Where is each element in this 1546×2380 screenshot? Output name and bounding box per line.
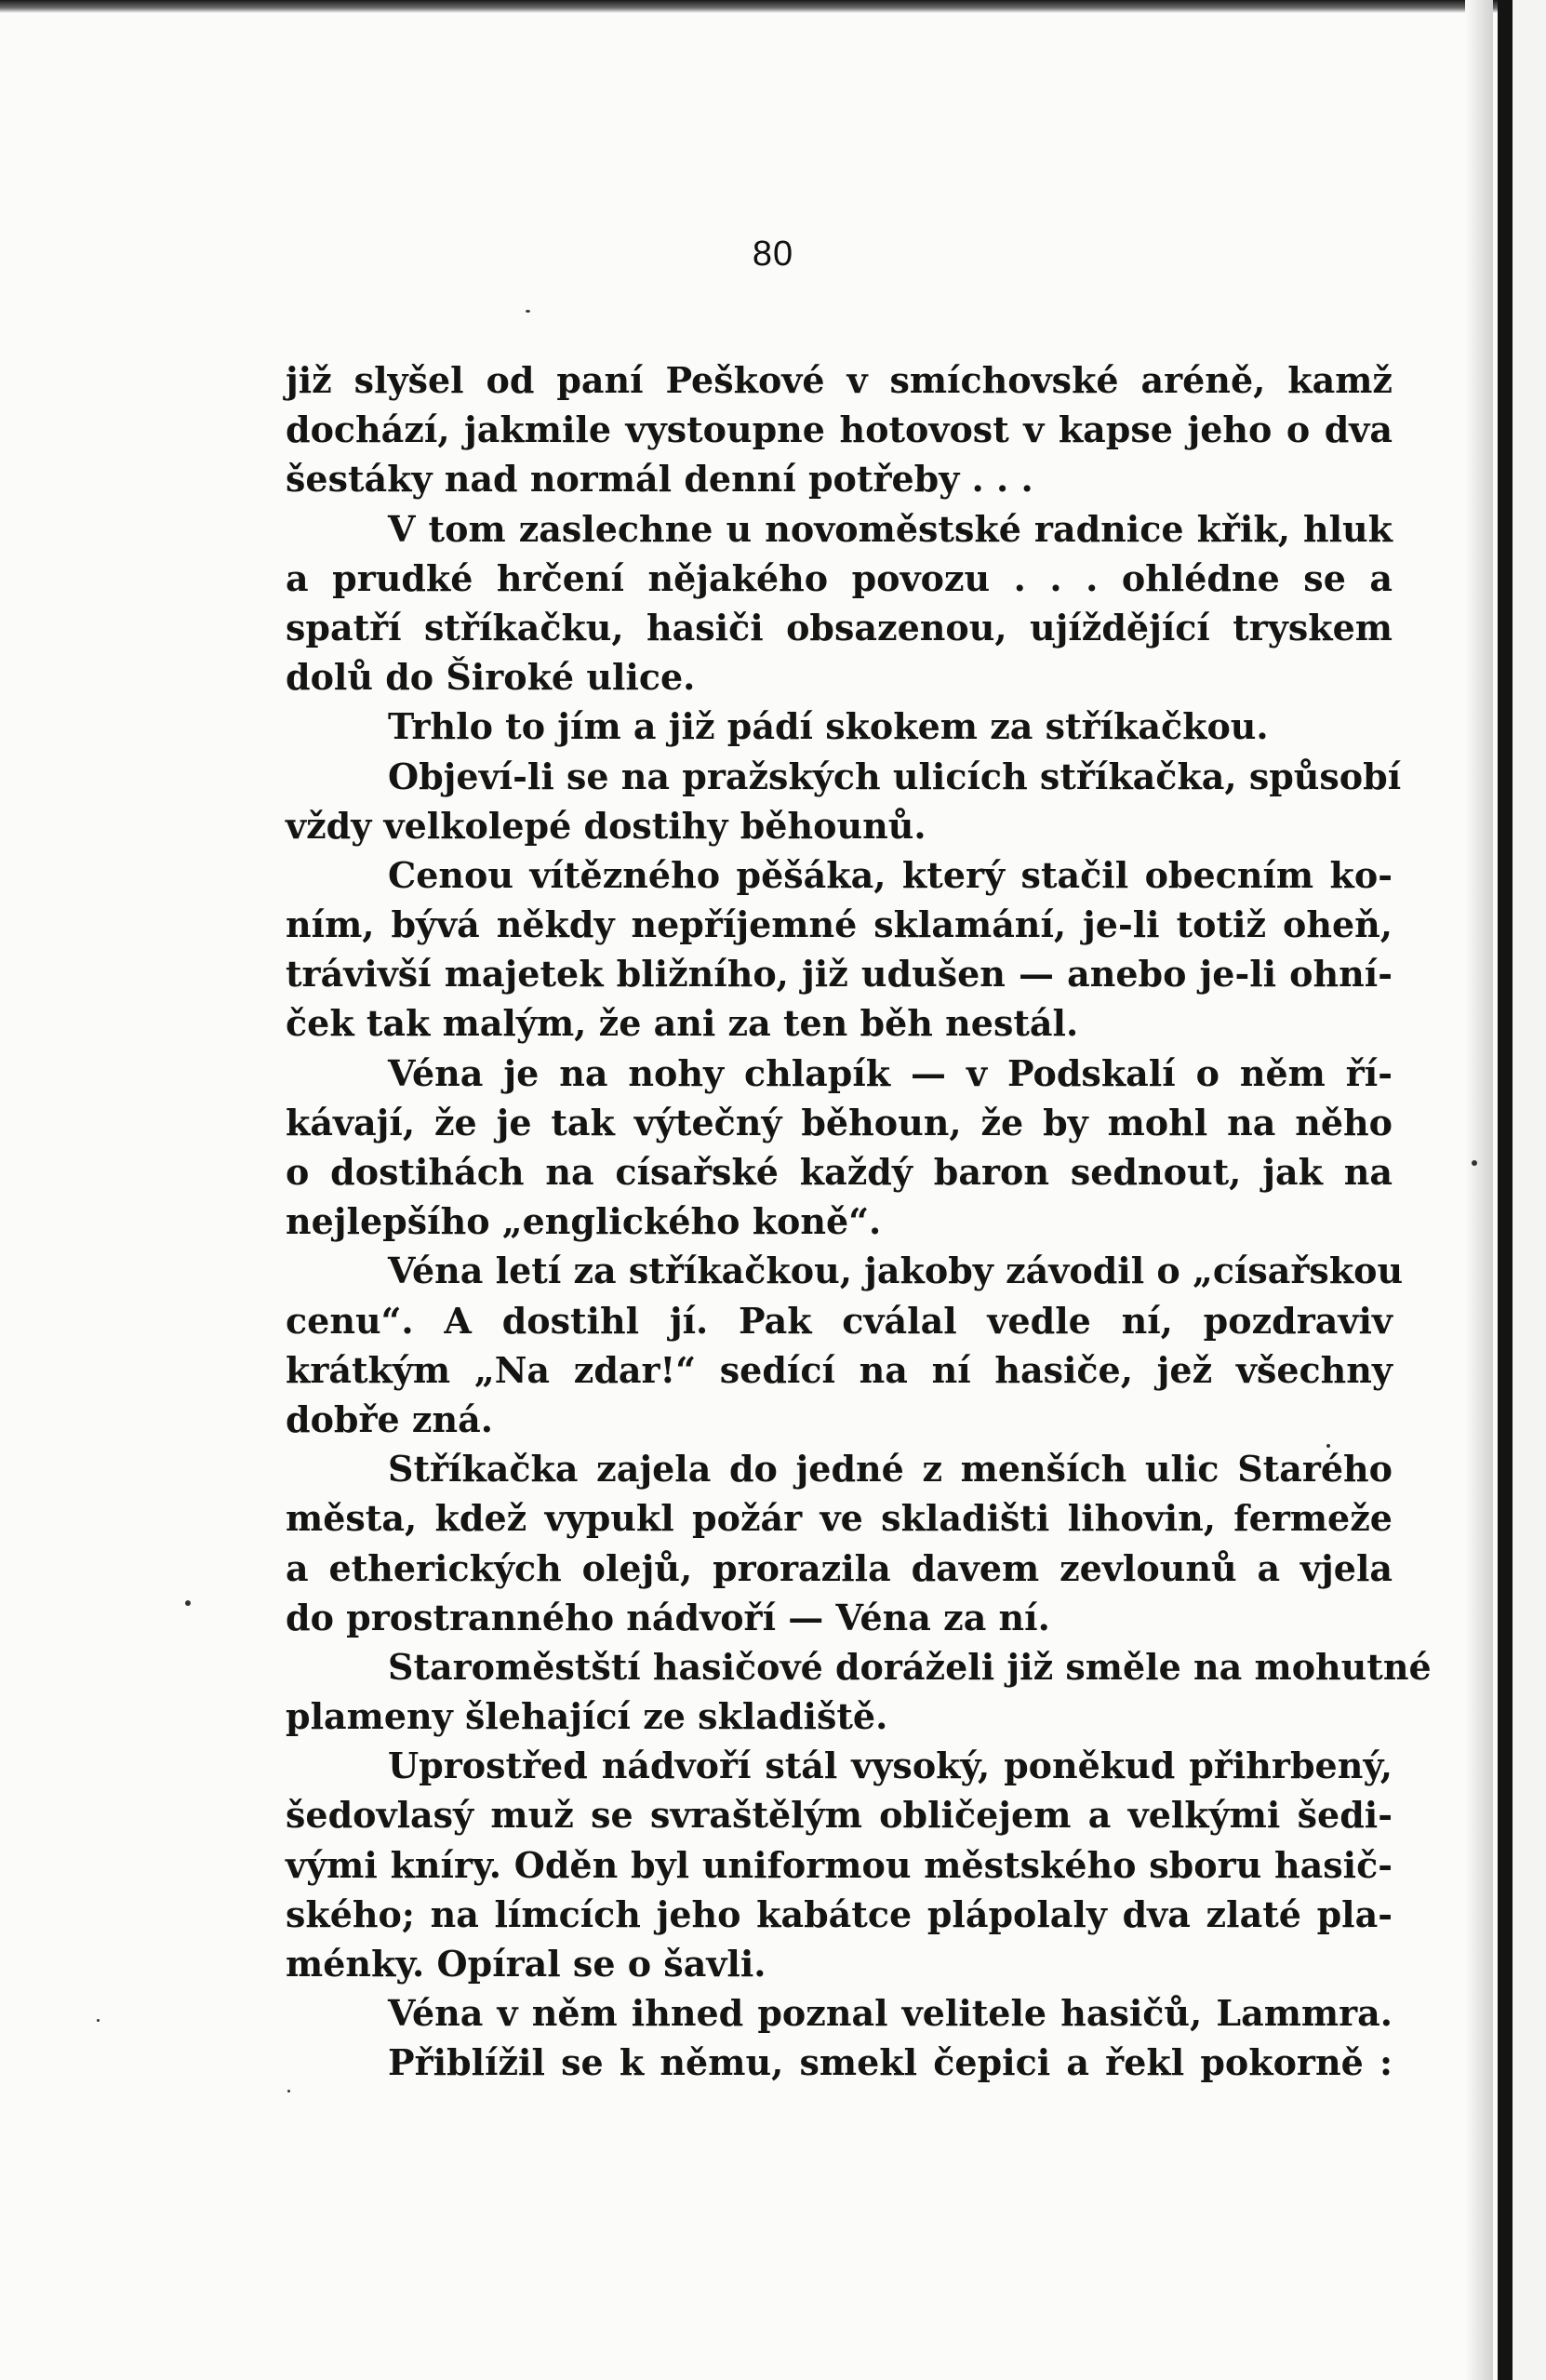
text-line: vými kníry. Oděn byl uniformou městského sboru hasič-: [286, 1843, 1393, 1886]
body-text: [286, 355, 1432, 2088]
text-line: V tom zaslechne u novoměstské radnice křik, hluk: [388, 507, 1393, 550]
speck-mark: [97, 2019, 100, 2022]
text-line: ním, bývá někdy nepříjemné sklamání, je-li totiž oheň,: [286, 903, 1393, 946]
text-line: Véna v něm ihned poznal velitele hasičů, Lammra.: [388, 1992, 1393, 2035]
text-line: kávají, že je tak výtečný běhoun, že by mohl na něho: [286, 1101, 1393, 1143]
speck-mark: [1472, 1160, 1477, 1166]
text-line: spatří stříkačku, hasiči obsazenou, ujíždějící tryskem: [286, 606, 1393, 648]
speck-mark: [185, 1600, 191, 1606]
text-line: do prostranného nádvoří — Véna za ní.: [286, 1596, 1050, 1638]
text-line: krátkým „Na zdar!“ sedící na ní hasiče, jež všechny: [286, 1348, 1393, 1391]
text-line: a prudké hrčení nějakého povozu . . . ohlédne se a: [286, 556, 1393, 599]
speck-mark: [1326, 1444, 1330, 1448]
text-line: Véna letí za stříkačkou, jakoby závodil o „císařskou: [388, 1250, 1404, 1292]
page-number: 80: [752, 234, 794, 274]
text-line: ménky. Opíral se o šavli.: [286, 1943, 766, 1985]
text-line: dobře zná.: [286, 1397, 493, 1440]
text-line: šestáky nad normál denní potřeby . . .: [286, 458, 1033, 501]
page-top-edge: [0, 0, 1546, 13]
text-line: Staroměstští hasičové doráželi již směle na mohutné: [388, 1645, 1432, 1688]
text-line: vždy velkolepé dostihy běhounů.: [286, 804, 926, 847]
next-page-edge: [1513, 0, 1546, 2380]
spine-edge: [1498, 0, 1513, 2380]
text-line: Trhlo to jím a již pádí skokem za stříkačkou.: [388, 705, 1269, 748]
text-line: šedovlasý muž se svraštělým obličejem a velkými šedi-: [286, 1794, 1393, 1837]
spine-shadow: [1465, 0, 1493, 2380]
text-line: Uprostřed nádvoří stál vysoký, poněkud přihrbený,: [388, 1745, 1393, 1787]
text-line: již slyšel od paní Peškové v smíchovské aréně, kamž: [286, 359, 1393, 401]
text-line: cenu“. A dostihl jí. Pak cválal vedle ní, pozdraviv: [286, 1299, 1393, 1342]
text-line: Přiblížil se k němu, smekl čepici a řekl pokorně :: [388, 2041, 1393, 2084]
text-line: města, kdež vypukl požár ve skladišti lihovin, fermeže: [286, 1497, 1393, 1540]
speck-mark: [526, 310, 530, 313]
text-line: ček tak malým, že ani za ten běh nestál.: [286, 1002, 1079, 1045]
text-line: Objeví-li se na pražských ulicích stříkačka, spůsobí: [388, 755, 1402, 797]
text-line: trávivší majetek bližního, již udušen — anebo je-li ohní-: [286, 953, 1393, 996]
text-line: Stříkačka zajela do jedné z menších ulic Starého: [388, 1448, 1393, 1491]
speck-mark: [287, 2090, 290, 2093]
text-line: ského; na límcích jeho kabátce plápolaly dva zlaté pla-: [286, 1892, 1393, 1935]
text-line: plameny šlehající ze skladiště.: [286, 1695, 888, 1738]
text-line: a etherických olejů, prorazila davem zevlounů a vjela: [286, 1546, 1393, 1589]
text-line: nejlepšího „englického koně“.: [286, 1200, 882, 1243]
text-line: dolů do Široké ulice.: [286, 656, 696, 699]
text-line: Véna je na nohy chlapík — v Podskalí o něm ří-: [388, 1051, 1393, 1094]
text-line: o dostihách na císařské každý baron sednout, jak na: [286, 1151, 1393, 1193]
text-line: Cenou vítězného pěšáka, který stačil obecním ko-: [388, 853, 1393, 896]
text-line: dochází, jakmile vystoupne hotovost v kapse jeho o dva: [286, 408, 1393, 451]
